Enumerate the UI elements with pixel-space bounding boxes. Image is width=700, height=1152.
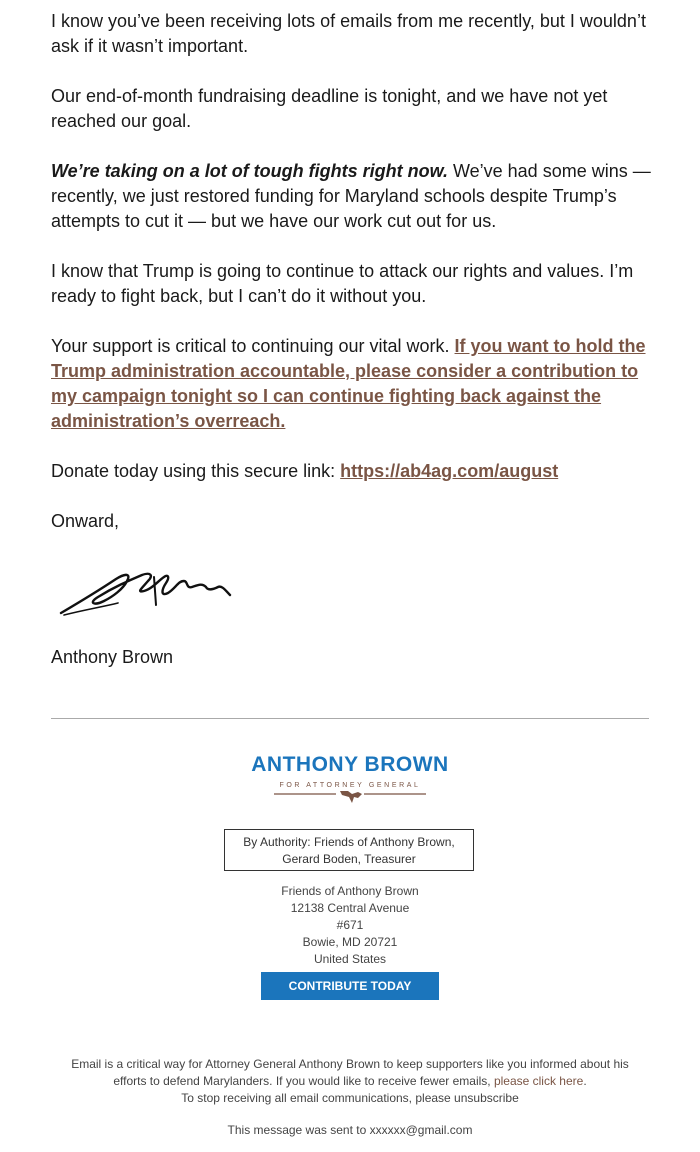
- address-country: United States: [313, 952, 387, 966]
- mailing-address: [200, 883, 500, 968]
- donate-text: Donate today using this secure link:: [51, 461, 341, 481]
- support-text: Your support is critical to continuing our vital work.: [51, 336, 455, 356]
- footer-text: Email is a critical way for Attorney General Anthony Brown to keep supporters like you informed about his efforts to defend Marylanders. If you would like to receive fewer emails,: [71, 1057, 629, 1088]
- paragraph-intro: I know you’ve been receiving lots of emails from me recently, but I wouldn’t ask if it wasn’t important.: [51, 11, 646, 56]
- contribute-button[interactable]: CONTRIBUTE TODAY: [261, 972, 439, 1000]
- paragraph-deadline: Our end-of-month fundraising deadline is tonight, and we have not yet reached our goal.: [51, 86, 608, 131]
- donate-link[interactable]: https://ab4ag.com/august: [340, 461, 559, 481]
- fights-text: We’ve had some wins — recently, we just restored funding for Maryland schools despite Trump’s attempts to cut it — but we have our work cut out for us.: [51, 161, 651, 231]
- unsubscribe-text: To stop receiving all email communications, please unsubscribe: [181, 1091, 519, 1105]
- fights-emphasis: We’re taking on a lot of tough fights right now.: [51, 161, 448, 181]
- paragraph-fights: [51, 159, 656, 234]
- footer-period: .: [583, 1074, 587, 1088]
- address-unit: #671: [336, 918, 364, 932]
- message-body: [51, 9, 656, 559]
- fewer-emails-link[interactable]: please click here: [493, 1074, 584, 1088]
- signature-image: [58, 563, 238, 619]
- paragraph-donate: [51, 459, 656, 484]
- sent-to-prefix: This message was sent to: [227, 1123, 370, 1137]
- authority-line-2: Gerard Boden, Treasurer: [282, 852, 416, 866]
- signer-name: Anthony Brown: [51, 647, 174, 667]
- logo-rule-icon: [272, 782, 428, 806]
- paragraph-rights: I know that Trump is going to continue to attack our rights and values. I’m ready to fight back, but I can’t do it without you.: [51, 261, 634, 306]
- paragraph-support: [51, 334, 656, 434]
- signoff: Onward,: [51, 511, 120, 531]
- authority-line-1: By Authority: Friends of Anthony Brown,: [243, 835, 455, 849]
- logo-name: ANTHONY BROWN: [251, 753, 449, 776]
- address-street: 12138 Central Avenue: [290, 901, 410, 915]
- recipient-email: xxxxxx@gmail.com: [369, 1123, 473, 1137]
- address-city: Bowie, MD 20721: [302, 935, 398, 949]
- contribution-link[interactable]: If you want to hold the Trump administration accountable, please consider a contribution to my campaign tonight so I can continue fighting back against the administration’s overreach.: [51, 336, 646, 431]
- divider: [51, 718, 649, 719]
- campaign-logo: [250, 752, 450, 808]
- address-org: Friends of Anthony Brown: [281, 884, 419, 898]
- authority-notice: [224, 829, 474, 871]
- logo-subtitle: FOR ATTORNEY GENERAL: [279, 782, 421, 789]
- footer-notice: [60, 1056, 640, 1107]
- sent-to-notice: [100, 1122, 600, 1139]
